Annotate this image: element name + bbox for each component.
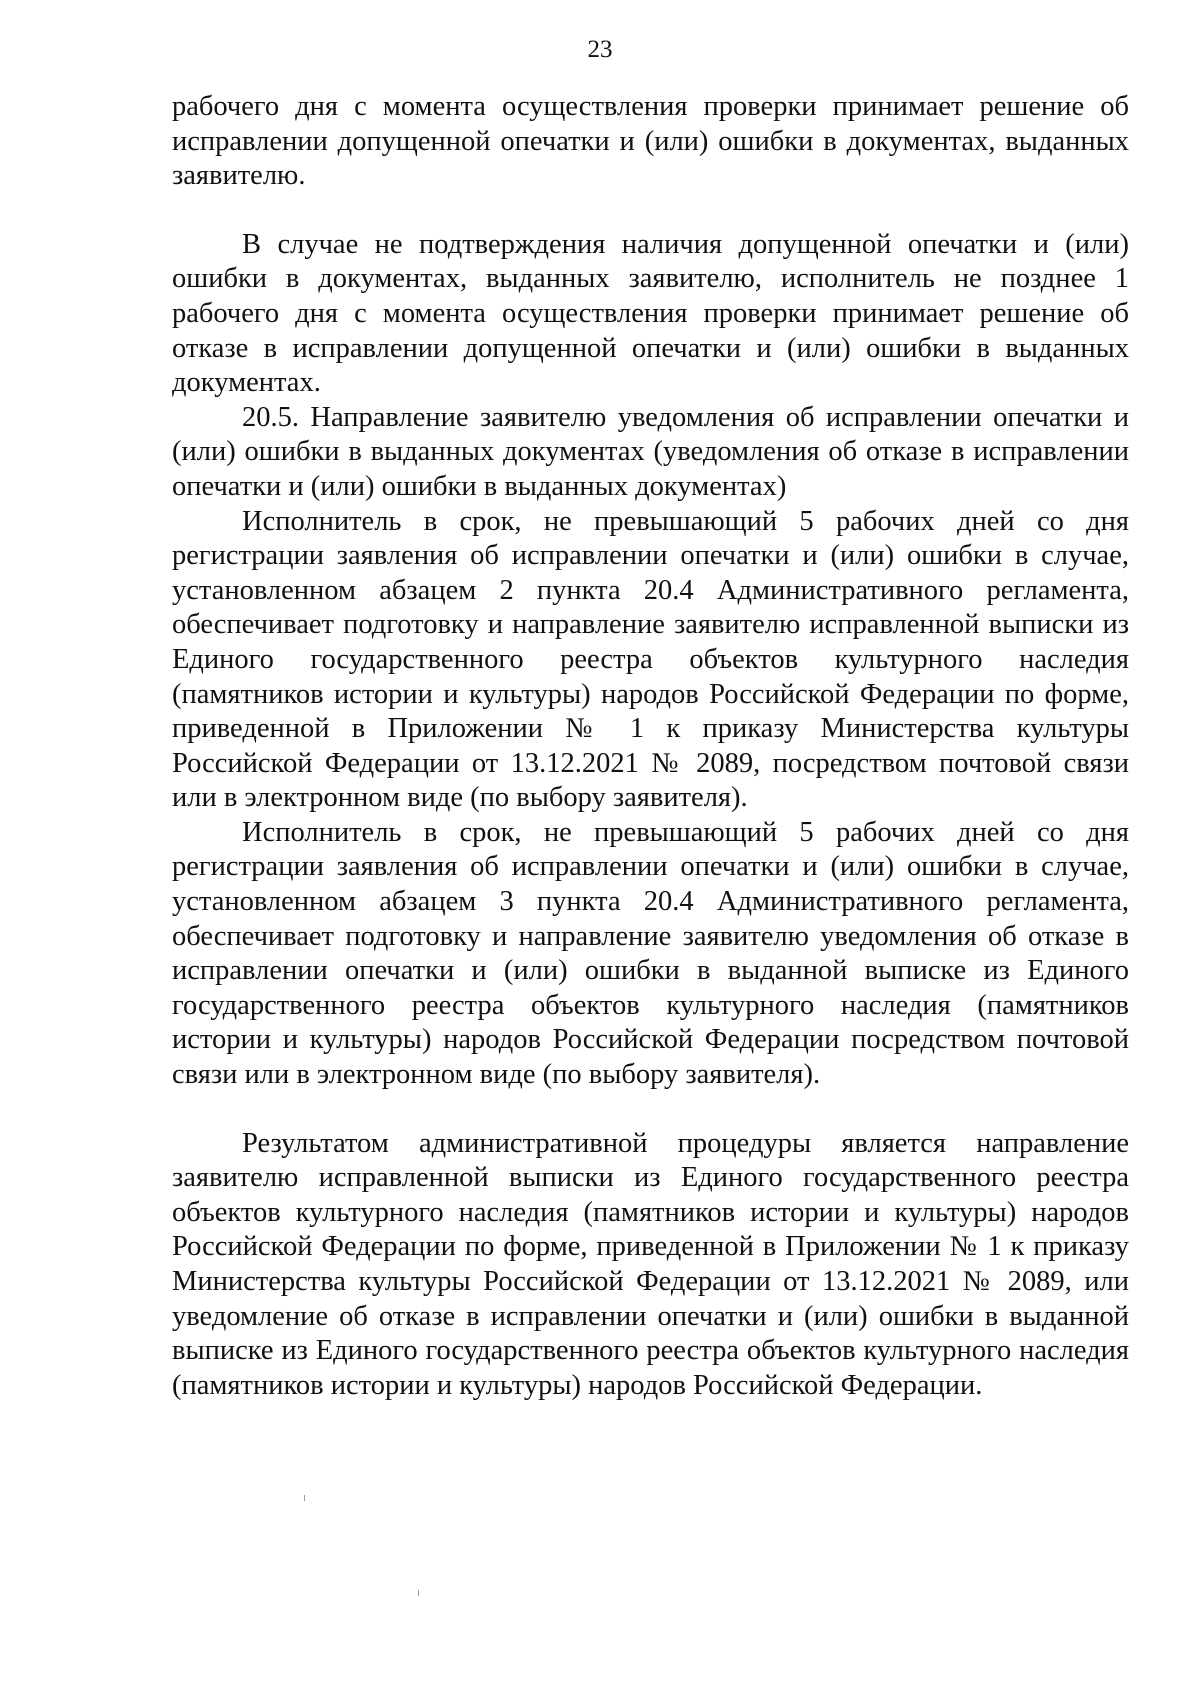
page-number: 23 xyxy=(587,36,613,63)
paragraph-corrected-extract: Исполнитель в срок, не превышающий 5 рабочих дней со дня регистрации заявления об исправлении опечатки и (или) ошибки в случае, установленном абзацем 2 пункта 20.4 Административного регламента, обеспечивает подготовку и направление заявителю исправленной выписки из Единого государственного реестра объектов культурного наследия (памятников истории и культуры) народов Российской Федерации по форме, приведенной в Приложении № 1 к приказу Министерства культуры Российской Федерации от 13.12.2021 № 2089, посредством почтовой связи или в электронном виде (по выбору заявителя). xyxy=(172,505,1129,814)
paragraph-continuation: рабочего дня с момента осуществления проверки принимает решение об исправлении допущенной опечатки и (или) ошибки в документах, выданных заявителю. xyxy=(172,91,1129,192)
scan-speck xyxy=(418,1590,419,1596)
paragraph-refusal-notice: Исполнитель в срок, не превышающий 5 рабочих дней со дня регистрации заявления об исправлении опечатки и (или) ошибки в случае, установленном абзацем 3 пункта 20.4 Административного регламента, обеспечивает подготовку и направление заявителю уведомления об отказе в исправлении опечатки и (или) ошибки в выданной выписке из Единого государственного реестра объектов культурного наследия (памятников истории и культуры) народов Российской Федерации посредством почтовой связи или в электронном виде (по выбору заявителя). xyxy=(172,816,1129,1091)
paragraph-refusal-decision: В случае не подтверждения наличия допущенной опечатки и (или) ошибки в документах, выданных заявителю, исполнитель не позднее 1 рабочего дня с момента осуществления проверки принимает решение об отказе в исправлении допущенной опечатки и (или) ошибки в выданных документах. xyxy=(172,228,1129,399)
document-body xyxy=(172,90,1129,1403)
paragraph-procedure-result: Результатом административной процедуры является направление заявителю исправленной выписки из Единого государственного реестра объектов культурного наследия (памятников истории и культуры) народов Российской Федерации по форме, приведенной в Приложении № 1 к приказу Министерства культуры Российской Федерации от 13.12.2021 № 2089, или уведомление об отказе в исправлении опечатки и (или) ошибки в выданной выписке из Единого государственного реестра объектов культурного наследия (памятников истории и культуры) народов Российской Федерации. xyxy=(172,1127,1129,1401)
section-heading-20-5: 20.5. Направление заявителю уведомления об исправлении опечатки и (или) ошибки в выданных документах (уведомления об отказе в исправлении опечатки и (или) ошибки в выданных документах) xyxy=(172,401,1129,502)
scan-speck xyxy=(304,1495,305,1501)
